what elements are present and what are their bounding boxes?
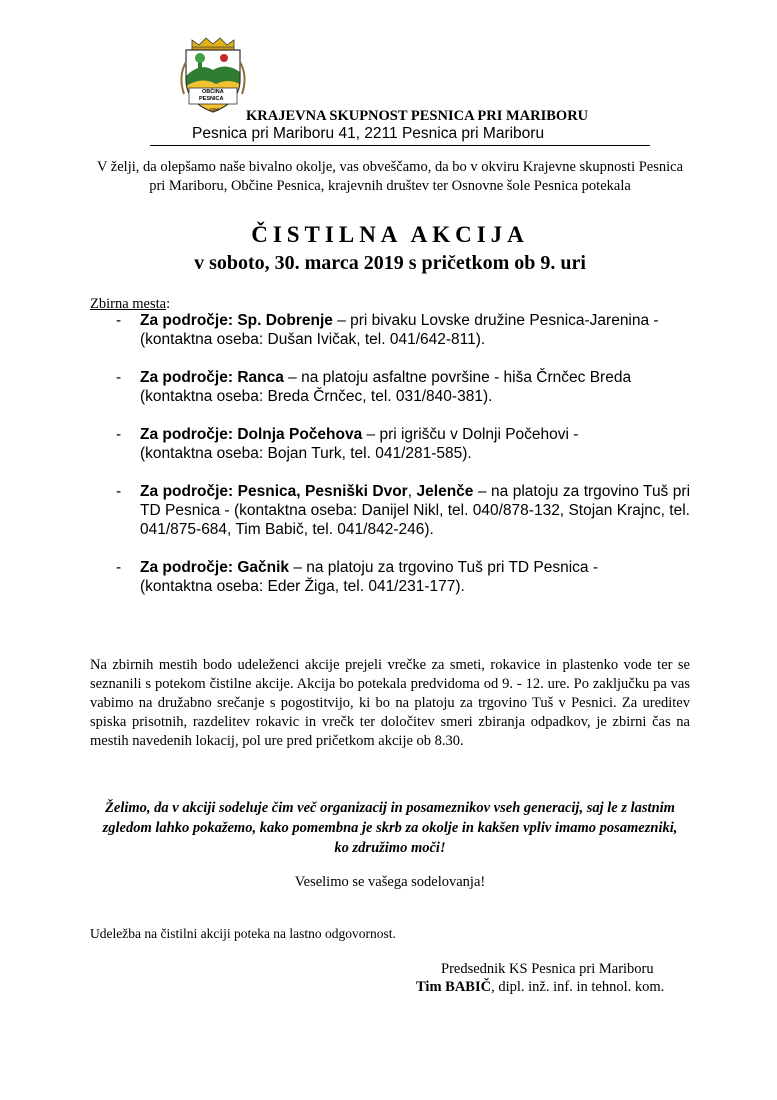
list-item bbox=[90, 425, 690, 463]
meeting-points-colon: : bbox=[166, 296, 171, 312]
organization-name: KRAJEVNA SKUPNOST PESNICA PRI MARIBORU bbox=[246, 108, 589, 124]
closing-line: Veselimo se vašega sodelovanja! bbox=[294, 874, 486, 890]
event-title: ČISTILNA AKCIJA bbox=[251, 222, 529, 247]
list-item bbox=[90, 368, 690, 406]
signature-credentials: , dipl. inž. inf. in tehnol. kom. bbox=[491, 979, 665, 995]
list-dash: - bbox=[116, 483, 122, 500]
signature-block bbox=[416, 979, 664, 996]
meeting-points-list bbox=[90, 311, 690, 615]
logo-text-top: OBČINA bbox=[202, 89, 224, 95]
area-label: Za področje: Sp. Dobrenje bbox=[140, 312, 333, 329]
list-dash: - bbox=[116, 369, 122, 386]
logo-text-bottom: PESNICA bbox=[199, 96, 224, 102]
list-item bbox=[90, 311, 690, 349]
signature-name: Tim BABIČ bbox=[416, 979, 492, 995]
area-label: Za področje: Dolnja Počehova bbox=[140, 426, 363, 443]
disclaimer-note: Udeležba na čistilni akciji poteka na lastno odgovornost. bbox=[90, 926, 396, 941]
area-contact: (kontaktna oseba: Eder Žiga, tel. 041/231-177). bbox=[140, 578, 465, 595]
area-contact: (kontaktna oseba: Breda Črnčec, tel. 031/840-381). bbox=[140, 388, 493, 405]
logo-year: 1990 bbox=[209, 107, 220, 112]
area-description: – na platoju za trgovino Tuš pri TD Pesnica - bbox=[289, 559, 599, 576]
list-item bbox=[90, 482, 690, 539]
list-dash: - bbox=[116, 312, 122, 329]
list-dash: - bbox=[116, 559, 122, 576]
area-contact: (kontaktna oseba: Dušan Ivičak, tel. 041/642-811). bbox=[140, 331, 486, 348]
area-label: Za področje: Ranca bbox=[140, 369, 284, 386]
details-paragraph: Na zbirnih mestih bodo udeleženci akcije prejeli vrečke za smeti, rokavice in plastenko vode ter se seznanili s potekom čistilne akcije. Akcija bo potekala predvidoma od 9. - 12. ure. Po zaključku pa vas vabimo na družabno srečanje s pogostitvijo, ki bo na platoju za trgovino Tuš v Pesnici. Za ureditev spiska prisotnih, razdelitev rokavic in vrečk ter določitev smeri zbiranja odpadkov, je zbirni čas na mestih navedenih lokacij, pol ure pred pričetkom akcije ob 8.30. bbox=[90, 657, 690, 749]
area-label-extra: Jelenče bbox=[416, 483, 474, 500]
event-date: v soboto, 30. marca 2019 s pričetkom ob 9. uri bbox=[194, 252, 586, 274]
area-description: – pri bivaku Lovske družine Pesnica-Jarenina - bbox=[332, 312, 659, 329]
area-label: Za področje: Pesnica, Pesniški Dvor bbox=[140, 483, 408, 500]
header-divider bbox=[150, 145, 650, 146]
intro-paragraph: V želji, da olepšamo naše bivalno okolje, vas obveščamo, da bo v okviru Krajevne skupnosti Pesnica pri Mariboru, Občine Pesnica, krajevnih društev ter Osnovne šole Pesnica potekala bbox=[96, 159, 684, 194]
organization-address: Pesnica pri Mariboru 41, 2211 Pesnica pri Mariboru bbox=[192, 125, 545, 142]
area-description: – pri igrišču v Dolnji Počehovi - bbox=[362, 426, 579, 443]
area-description: – na platoju za trgovino Tuš pri TD Pesnica - (kontaktna oseba: Danijel Nikl, tel. 040/878-132, Stojan Krajnc, tel. 041/875-684, Tim Babič, tel. 041/842-246). bbox=[140, 483, 691, 538]
list-dash: - bbox=[116, 426, 122, 443]
area-label-separator: , bbox=[407, 483, 417, 500]
area-label: Za področje: Gačnik bbox=[140, 559, 290, 576]
list-item bbox=[90, 558, 690, 596]
signature-title: Predsednik KS Pesnica pri Mariboru bbox=[441, 961, 654, 977]
meeting-points-label: Zbirna mesta bbox=[90, 296, 167, 312]
area-contact: (kontaktna oseba: Bojan Turk, tel. 041/281-585). bbox=[140, 445, 472, 462]
municipality-coat-of-arms bbox=[168, 36, 258, 118]
appeal-paragraph: Želimo, da v akciji sodeluje čim več organizacij in posameznikov vseh generacij, saj le z lastnim zgledom lahko pokažemo, kako pomembna je skrb za okolje in kakšen vpliv imamo posamezniki, ko združimo moči! bbox=[102, 800, 678, 856]
area-description: – na platoju asfaltne površine - hiša Črnčec Breda bbox=[283, 369, 632, 386]
